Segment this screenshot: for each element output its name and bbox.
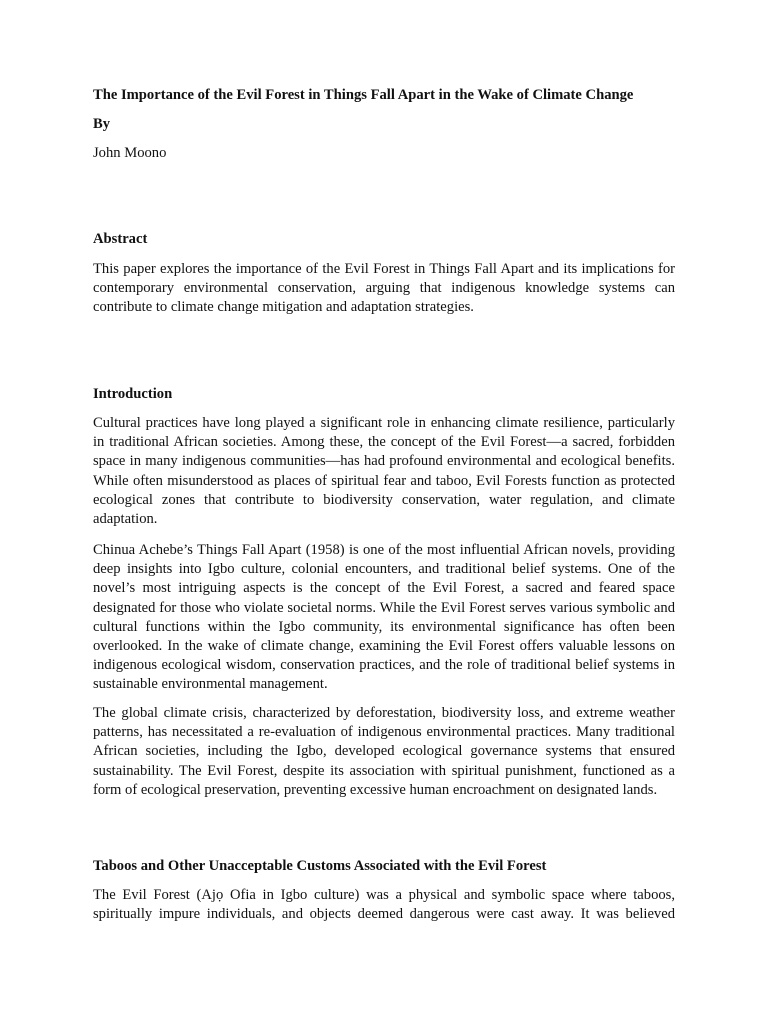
by-label: By xyxy=(93,116,111,132)
taboos-paragraph: The Evil Forest (Ajọ Ofia in Igbo culture) was a physical and symbolic space where taboos, spiritually impure individuals, and objects deemed dangerous were cast away. It was believed xyxy=(93,887,675,923)
introduction-heading: Introduction xyxy=(93,386,173,402)
abstract-paragraph: This paper explores the importance of the Evil Forest in Things Fall Apart and its implications for contemporary environmental conservation, arguing that indigenous knowledge systems can contribute to climate change mitigation and adaptation strategies. xyxy=(93,261,675,316)
author-name: John Moono xyxy=(93,145,167,161)
taboos-heading: Taboos and Other Unacceptable Customs Associated with the Evil Forest xyxy=(93,858,547,874)
introduction-paragraph-1: Cultural practices have long played a significant role in enhancing climate resilience, particularly in traditional African societies. Among these, the concept of the Evil Forest—a sacred, forbidden space in many indigenous communities—has had profound environmental and ecological benefits. While often misunderstood as places of spiritual fear and taboo, Evil Forests function as protected ecological zones that contribute to biodiversity conservation, water regulation, and climate adaptation. xyxy=(93,415,675,528)
document-title: The Importance of the Evil Forest in Things Fall Apart in the Wake of Climate Change xyxy=(93,87,634,103)
abstract-heading: Abstract xyxy=(93,231,148,247)
introduction-paragraph-2: Chinua Achebe’s Things Fall Apart (1958) is one of the most influential African novels, providing deep insights into Igbo culture, colonial encounters, and traditional belief systems. One of the novel’s most intriguing aspects is the concept of the Evil Forest, a sacred and feared space designated for those who violate societal norms. While the Evil Forest serves various symbolic and cultural functions within the Igbo community, its environmental significance has often been overlooked. In the wake of climate change, examining the Evil Forest offers valuable lessons on indigenous ecological wisdom, conservation practices, and the role of traditional belief systems in sustainable environmental management. xyxy=(93,542,675,693)
introduction-paragraph-3: The global climate crisis, characterized by deforestation, biodiversity loss, and extreme weather patterns, has necessitated a re-evaluation of indigenous environmental practices. Many traditional African societies, including the Igbo, developed ecological governance systems that ensured sustainability. The Evil Forest, despite its association with spiritual punishment, functioned as a form of ecological preservation, preventing excessive human encroachment on designated lands. xyxy=(93,705,675,798)
